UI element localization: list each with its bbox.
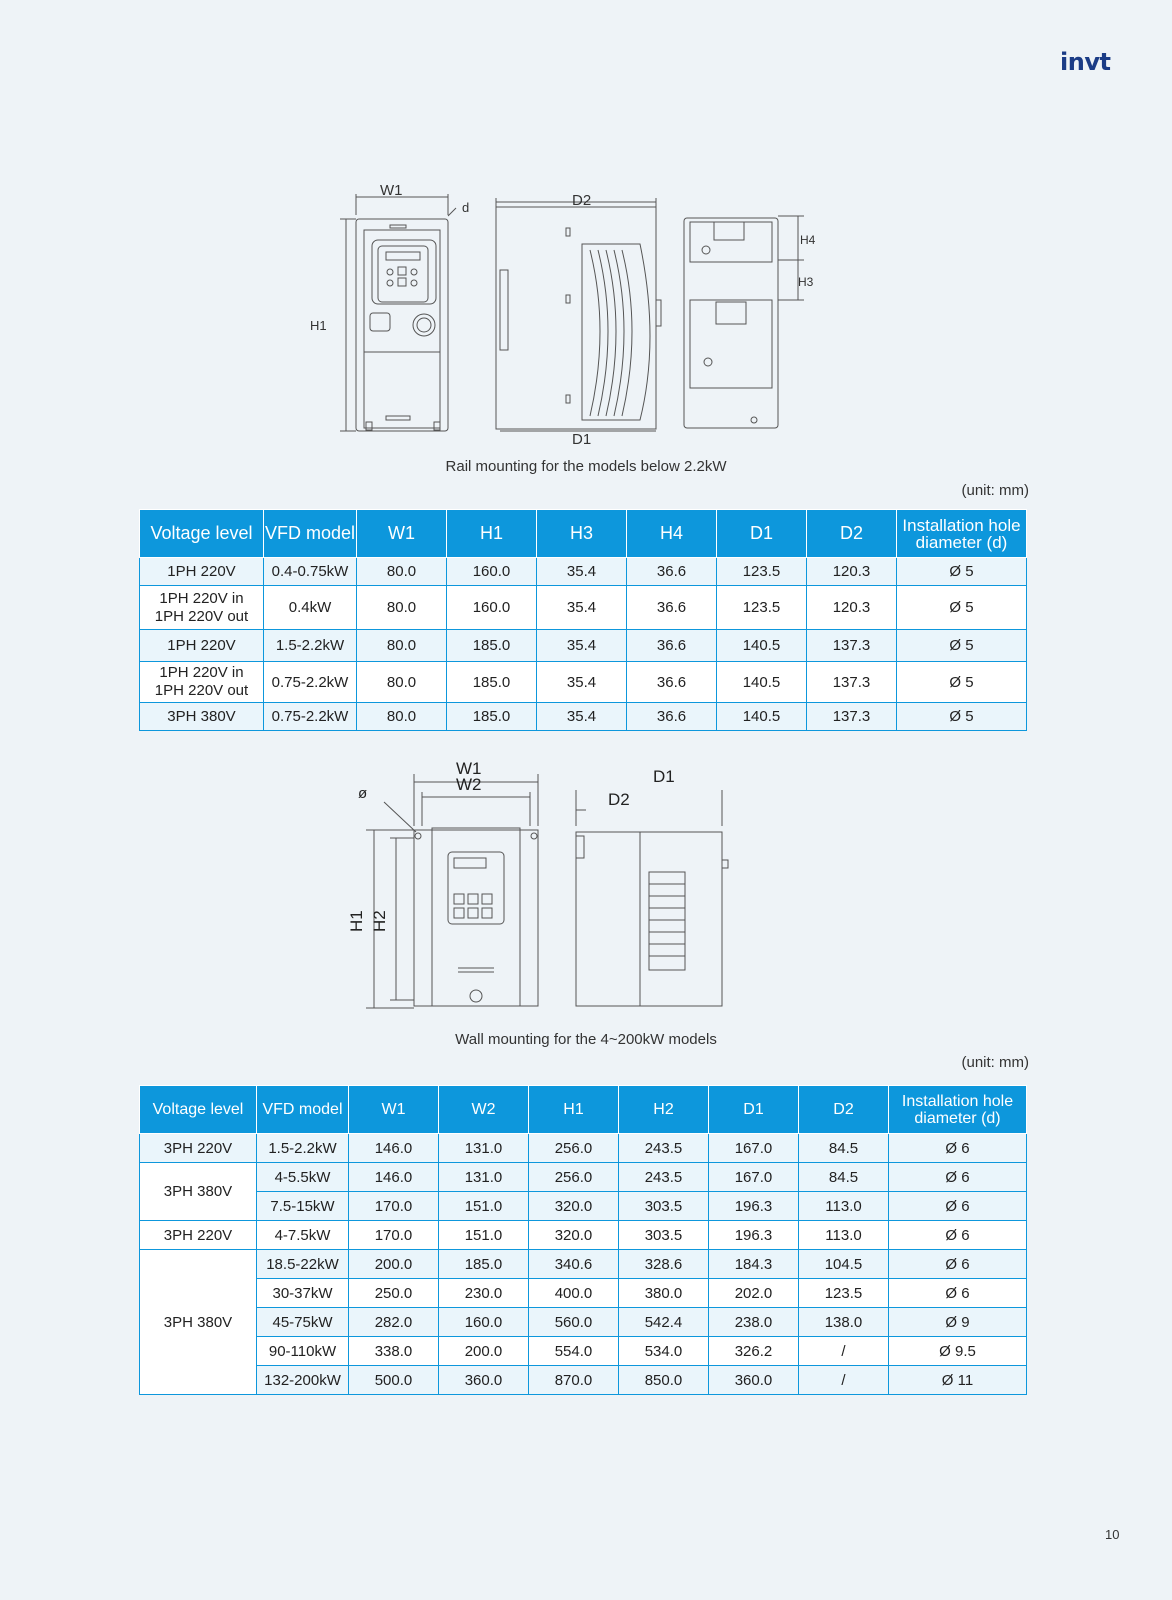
table-cell: 256.0	[529, 1134, 619, 1163]
table-cell: 303.5	[619, 1221, 709, 1250]
table-row	[140, 1279, 1027, 1308]
table-cell: 80.0	[357, 630, 447, 662]
table-cell: 1PH 220V	[140, 558, 264, 586]
table-row	[140, 630, 1027, 662]
label-w2: W2	[456, 775, 482, 794]
label-h1: H1	[310, 318, 327, 333]
table-cell: 120.3	[807, 586, 897, 630]
wall-mounting-diagram	[340, 760, 760, 1020]
col-header: H2	[619, 1086, 709, 1134]
table-cell: 123.5	[717, 586, 807, 630]
col-header: D1	[709, 1086, 799, 1134]
col-header: H1	[529, 1086, 619, 1134]
table-row	[140, 703, 1027, 731]
col-header: D1	[717, 510, 807, 558]
table-cell: 170.0	[349, 1192, 439, 1221]
col-header: W1	[357, 510, 447, 558]
col-header: W2	[439, 1086, 529, 1134]
table-cell: 340.6	[529, 1250, 619, 1279]
table-cell: 320.0	[529, 1221, 619, 1250]
table-cell: 36.6	[627, 558, 717, 586]
table-cell: 160.0	[447, 586, 537, 630]
wall-dimensions-table	[139, 1085, 1027, 1395]
table-cell: 4-7.5kW	[257, 1221, 349, 1250]
table-cell: Ø 5	[897, 586, 1027, 630]
unit-label-2: (unit: mm)	[961, 1054, 1029, 1071]
table-row	[140, 1250, 1027, 1279]
table-row	[140, 586, 1027, 630]
table-cell: 320.0	[529, 1192, 619, 1221]
col-header: Installation hole diameter (d)	[897, 510, 1027, 558]
table-cell: 170.0	[349, 1221, 439, 1250]
table-cell: 0.75-2.2kW	[264, 662, 357, 703]
label-phi: ø	[358, 785, 368, 802]
table-cell: 146.0	[349, 1134, 439, 1163]
table-cell: 36.6	[627, 586, 717, 630]
table-cell: 151.0	[439, 1221, 529, 1250]
table-cell: 140.5	[717, 703, 807, 731]
label-d2: D2	[572, 192, 592, 209]
col-header: H3	[537, 510, 627, 558]
table-cell: 167.0	[709, 1134, 799, 1163]
label-d: d	[462, 200, 470, 215]
table-cell: 542.4	[619, 1308, 709, 1337]
table-cell: 185.0	[447, 703, 537, 731]
label-h1: H1	[347, 910, 366, 932]
table-cell: 35.4	[537, 558, 627, 586]
figure2-caption: Wall mounting for the 4~200kW models	[455, 1031, 717, 1048]
table-cell: 256.0	[529, 1163, 619, 1192]
table-row	[140, 1308, 1027, 1337]
table-cell: 185.0	[439, 1250, 529, 1279]
table-cell: Ø 5	[897, 630, 1027, 662]
table-cell: 113.0	[799, 1192, 889, 1221]
table-cell: 36.6	[627, 662, 717, 703]
brand-logo: invt	[1060, 48, 1111, 76]
table-cell: 3PH 380V	[140, 1250, 257, 1395]
table-cell: 113.0	[799, 1221, 889, 1250]
rail-mounting-diagram	[310, 180, 830, 450]
table-cell: 132-200kW	[257, 1366, 349, 1395]
table-cell: 1PH 220V in 1PH 220V out	[140, 662, 264, 703]
table-cell: 560.0	[529, 1308, 619, 1337]
table-cell: 137.3	[807, 662, 897, 703]
table-cell: 137.3	[807, 630, 897, 662]
table-cell: 3PH 380V	[140, 1163, 257, 1221]
table-cell: Ø 5	[897, 662, 1027, 703]
table-cell: 870.0	[529, 1366, 619, 1395]
table-row	[140, 1192, 1027, 1221]
table-cell: Ø 6	[889, 1221, 1027, 1250]
label-d2: D2	[608, 790, 630, 809]
table-header-row	[140, 510, 1027, 558]
table-row	[140, 1163, 1027, 1192]
table-cell: /	[799, 1337, 889, 1366]
col-header: VFD model	[264, 510, 357, 558]
table-cell: Ø 6	[889, 1134, 1027, 1163]
table-cell: 243.5	[619, 1163, 709, 1192]
table-cell: /	[799, 1366, 889, 1395]
table-cell: 185.0	[447, 662, 537, 703]
label-w1: W1	[380, 182, 403, 199]
table-cell: 200.0	[349, 1250, 439, 1279]
label-d1: D1	[572, 431, 592, 448]
table-cell: 138.0	[799, 1308, 889, 1337]
table-cell: 123.5	[799, 1279, 889, 1308]
col-header: Voltage level	[140, 510, 264, 558]
table-cell: 36.6	[627, 630, 717, 662]
label-w1: W1	[456, 760, 482, 778]
table-cell: 30-37kW	[257, 1279, 349, 1308]
table-row	[140, 1337, 1027, 1366]
table-cell: 35.4	[537, 586, 627, 630]
table-cell: 1.5-2.2kW	[257, 1134, 349, 1163]
table-cell: Ø 5	[897, 558, 1027, 586]
rail-dimensions-table	[139, 509, 1027, 731]
table-cell: Ø 6	[889, 1163, 1027, 1192]
table-cell: 160.0	[439, 1308, 529, 1337]
table-cell: 326.2	[709, 1337, 799, 1366]
table-cell: 160.0	[447, 558, 537, 586]
table-cell: 151.0	[439, 1192, 529, 1221]
table-cell: Ø 11	[889, 1366, 1027, 1395]
table-cell: 0.4-0.75kW	[264, 558, 357, 586]
table-cell: 167.0	[709, 1163, 799, 1192]
table-cell: 90-110kW	[257, 1337, 349, 1366]
table-cell: 202.0	[709, 1279, 799, 1308]
table-cell: 3PH 380V	[140, 703, 264, 731]
table-cell: 104.5	[799, 1250, 889, 1279]
label-d1: D1	[653, 767, 675, 786]
table-row	[140, 558, 1027, 586]
table-cell: Ø 6	[889, 1192, 1027, 1221]
page-number: 10	[1105, 1527, 1120, 1542]
table-cell: 200.0	[439, 1337, 529, 1366]
table-cell: 1PH 220V	[140, 630, 264, 662]
table-cell: 185.0	[447, 630, 537, 662]
table-cell: Ø 6	[889, 1279, 1027, 1308]
table-cell: 850.0	[619, 1366, 709, 1395]
table-cell: 500.0	[349, 1366, 439, 1395]
table-cell: Ø 9	[889, 1308, 1027, 1337]
col-header: H4	[627, 510, 717, 558]
table-cell: 80.0	[357, 703, 447, 731]
table-cell: 196.3	[709, 1192, 799, 1221]
col-header: Installation hole diameter (d)	[889, 1086, 1027, 1134]
table-cell: Ø 9.5	[889, 1337, 1027, 1366]
table-row	[140, 1134, 1027, 1163]
col-header: Voltage level	[140, 1086, 257, 1134]
table-cell: 3PH 220V	[140, 1134, 257, 1163]
table-cell: 7.5-15kW	[257, 1192, 349, 1221]
table-cell: Ø 5	[897, 703, 1027, 731]
table-cell: 338.0	[349, 1337, 439, 1366]
table-cell: 36.6	[627, 703, 717, 731]
table-cell: 230.0	[439, 1279, 529, 1308]
table-cell: 1PH 220V in 1PH 220V out	[140, 586, 264, 630]
table-cell: 140.5	[717, 662, 807, 703]
table-cell: 196.3	[709, 1221, 799, 1250]
col-header: D2	[799, 1086, 889, 1134]
table-row	[140, 1221, 1027, 1250]
table-cell: 360.0	[709, 1366, 799, 1395]
table-cell: 131.0	[439, 1134, 529, 1163]
table-cell: 84.5	[799, 1163, 889, 1192]
table-cell: 35.4	[537, 662, 627, 703]
table-cell: 250.0	[349, 1279, 439, 1308]
col-header: VFD model	[257, 1086, 349, 1134]
table-cell: 84.5	[799, 1134, 889, 1163]
table-cell: 360.0	[439, 1366, 529, 1395]
table-cell: 137.3	[807, 703, 897, 731]
table-cell: 131.0	[439, 1163, 529, 1192]
figure1-caption: Rail mounting for the models below 2.2kW	[445, 458, 727, 475]
col-header: W1	[349, 1086, 439, 1134]
label-h3: H3	[798, 275, 814, 289]
table-cell: 80.0	[357, 662, 447, 703]
table-cell: 18.5-22kW	[257, 1250, 349, 1279]
col-header: D2	[807, 510, 897, 558]
table-row	[140, 662, 1027, 703]
label-h2: H2	[370, 910, 389, 932]
table-cell: 45-75kW	[257, 1308, 349, 1337]
unit-label-1: (unit: mm)	[961, 482, 1029, 499]
table-cell: 4-5.5kW	[257, 1163, 349, 1192]
table-cell: 243.5	[619, 1134, 709, 1163]
table-row	[140, 1366, 1027, 1395]
col-header: H1	[447, 510, 537, 558]
table-cell: 238.0	[709, 1308, 799, 1337]
table-cell: Ø 6	[889, 1250, 1027, 1279]
table-cell: 328.6	[619, 1250, 709, 1279]
table-cell: 120.3	[807, 558, 897, 586]
table-cell: 0.4kW	[264, 586, 357, 630]
table-cell: 146.0	[349, 1163, 439, 1192]
table-cell: 554.0	[529, 1337, 619, 1366]
table-header-row	[140, 1086, 1027, 1134]
table-cell: 80.0	[357, 586, 447, 630]
label-h4: H4	[800, 233, 816, 247]
table-cell: 140.5	[717, 630, 807, 662]
table-cell: 282.0	[349, 1308, 439, 1337]
table-cell: 3PH 220V	[140, 1221, 257, 1250]
table-cell: 400.0	[529, 1279, 619, 1308]
table-cell: 534.0	[619, 1337, 709, 1366]
table-cell: 0.75-2.2kW	[264, 703, 357, 731]
table-cell: 303.5	[619, 1192, 709, 1221]
table-cell: 184.3	[709, 1250, 799, 1279]
table-cell: 80.0	[357, 558, 447, 586]
table-cell: 35.4	[537, 630, 627, 662]
table-cell: 380.0	[619, 1279, 709, 1308]
table-cell: 1.5-2.2kW	[264, 630, 357, 662]
table-cell: 35.4	[537, 703, 627, 731]
table-cell: 123.5	[717, 558, 807, 586]
